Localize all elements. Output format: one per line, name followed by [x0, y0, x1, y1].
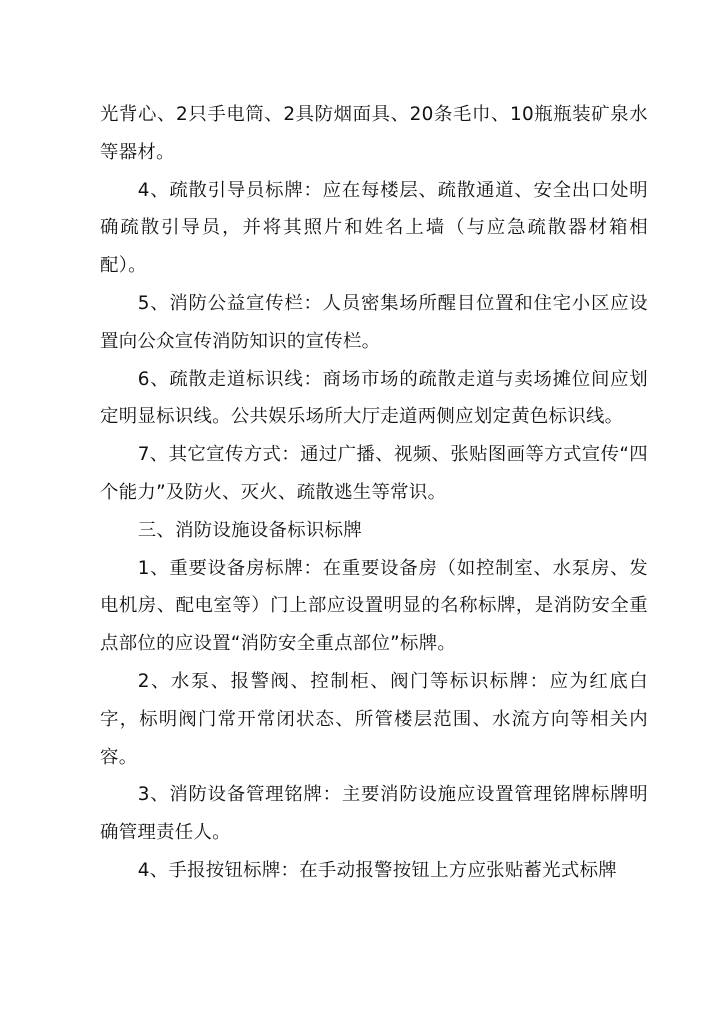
paragraph-item-6-marking-line: 6、疏散走道标识线：商场市场的疏散走道与卖场摊位间应划定明显标识线。公共娱乐场所大厅走道两侧应划定黄色标识线。	[100, 368, 648, 428]
section-heading-three: 三、消防设施设备标识标牌	[137, 519, 363, 541]
paragraph-item-4-alarm-button-sign: 4、手报按钮标牌：在手动报警按钮上方应张贴蓄光式标牌	[137, 859, 617, 881]
paragraph-item-7-other-publicity: 7、其它宣传方式：通过广播、视频、张贴图画等方式宣传“四个能力”及防火、灭火、疏散逃生等常识。	[100, 444, 648, 503]
paragraph-item-5-publicity-board: 5、消防公益宣传栏：人员密集场所醒目位置和住宅小区应设置向公众宣传消防知识的宣传栏。	[100, 292, 648, 352]
paragraph-continuation: 光背心、2只手电筒、2具防烟面具、20条毛巾、10瓶瓶装矿泉水等器材。	[100, 104, 648, 163]
paragraph-item-1-equipment-room-sign: 1、重要设备房标牌：在重要设备房（如控制室、水泵房、发电机房、配电室等）门上部应设置明显的名称标牌，是消防安全重点部位的应设置“消防安全重点部位”标牌。	[100, 557, 648, 655]
paragraph-item-3-nameplate: 3、消防设备管理铭牌：主要消防设施应设置管理铭牌标牌明确管理责任人。	[100, 784, 648, 844]
paragraph-item-4-evacuation-guide-sign: 4、疏散引导员标牌：应在每楼层、疏散通道、安全出口处明确疏散引导员，并将其照片和姓名上墙（与应急疏散器材箱相配）。	[100, 179, 648, 277]
paragraph-item-2-valve-sign: 2、水泵、报警阀、控制柜、阀门等标识标牌：应为红底白字，标明阀门常开常闭状态、所管楼层范围、水流方向等相关内容。	[100, 670, 648, 768]
document-body	[100, 96, 648, 890]
